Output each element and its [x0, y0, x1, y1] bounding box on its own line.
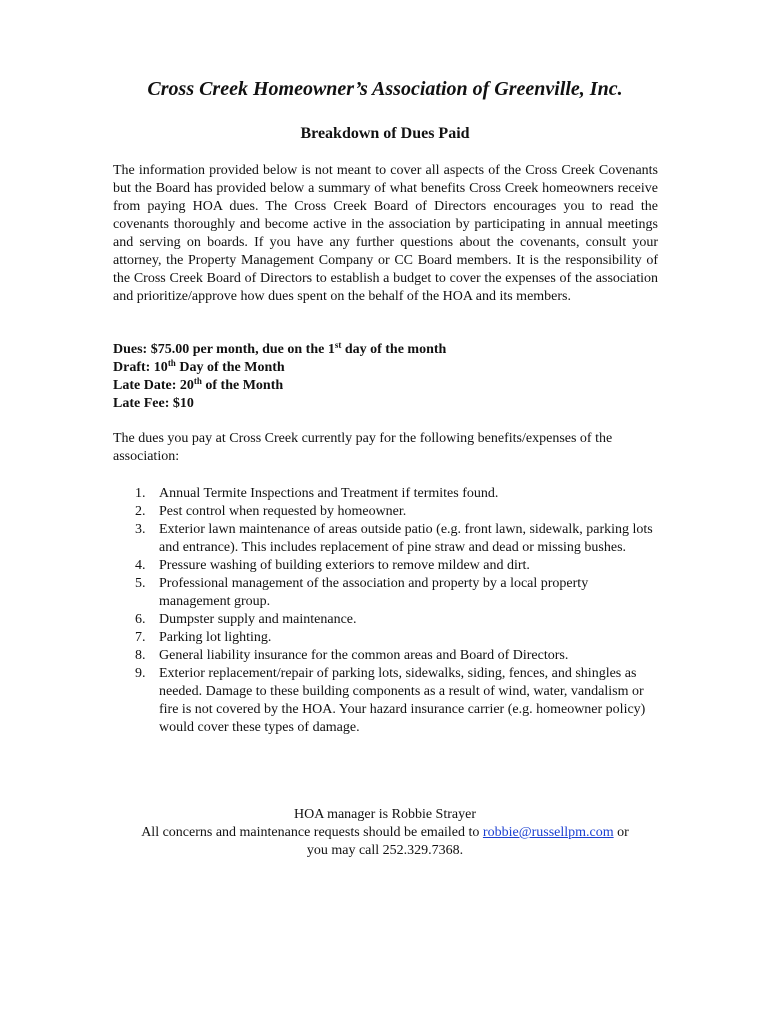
list-item: 8. General liability insurance for the common areas and Board of Directors.	[135, 648, 569, 663]
dues-summary	[113, 341, 658, 413]
phone-line: you may call 252.329.7368.	[306, 843, 464, 858]
list-item: 5. Professional management of the association and property by a local property management group.	[135, 576, 589, 609]
late-date-line: Late Date: 20th of the Month	[113, 376, 284, 393]
document-subtitle: Breakdown of Dues Paid	[300, 125, 470, 142]
list-item: 4. Pressure washing of building exteriors to remove mildew and dirt.	[135, 558, 530, 573]
list-item: 1. Annual Termite Inspections and Treatment if termites found.	[135, 486, 499, 501]
email-link[interactable]: robbie@russellpm.com	[482, 825, 614, 840]
list-item: 6. Dumpster supply and maintenance.	[135, 612, 357, 627]
concerns-line: All concerns and maintenance requests should be emailed to robbie@russellpm.com or	[141, 825, 629, 840]
late-fee-line: Late Fee: $10	[113, 396, 194, 411]
list-item: 2. Pest control when requested by homeowner.	[135, 504, 407, 519]
dues-line: Dues: $75.00 per month, due on the 1st day of the month	[113, 340, 447, 357]
draft-line: Draft: 10th Day of the Month	[113, 358, 285, 375]
intro-paragraph: The information provided below is not meant to cover all aspects of the Cross Creek Covenants but the Board has provided below a summary of what benefits Cross Creek homeowners receive from paying HOA dues. The Cross Creek Board of Directors encourages you to read the covenants thoroughly and become active in the association by participating in annual meetings and serving on boards. If you have any further questions about the covenants, consult your attorney, the Property Management Company or CC Board members. It is the responsibility of the Cross Creek Board of Directors to establish a budget to cover the expenses of the association and prioritize/approve how dues spent on the behalf of the HOA and its members.	[113, 163, 658, 304]
contact-footer	[0, 806, 770, 860]
document-title: Cross Creek Homeowner’s Association of Greenville, Inc.	[147, 78, 623, 100]
list-item: 7. Parking lot lighting.	[135, 630, 272, 645]
manager-line: HOA manager is Robbie Strayer	[294, 807, 476, 822]
list-item: 9. Exterior replacement/repair of parking lots, sidewalks, siding, fences, and shingles as needed. Damage to these building components as a result of wind, water, vandalism or fire is not covered by the HOA. Your hazard insurance carrier (e.g. homeowner policy) would cover these types of damage.	[135, 666, 646, 735]
benefits-list	[113, 485, 658, 737]
benefits-intro: The dues you pay at Cross Creek currently pay for the following benefits/expenses of the association:	[113, 431, 613, 464]
list-item: 3. Exterior lawn maintenance of areas outside patio (e.g. front lawn, sidewalk, parking lots and entrance). This includes replacement of pine straw and dead or missing bushes.	[135, 522, 653, 555]
